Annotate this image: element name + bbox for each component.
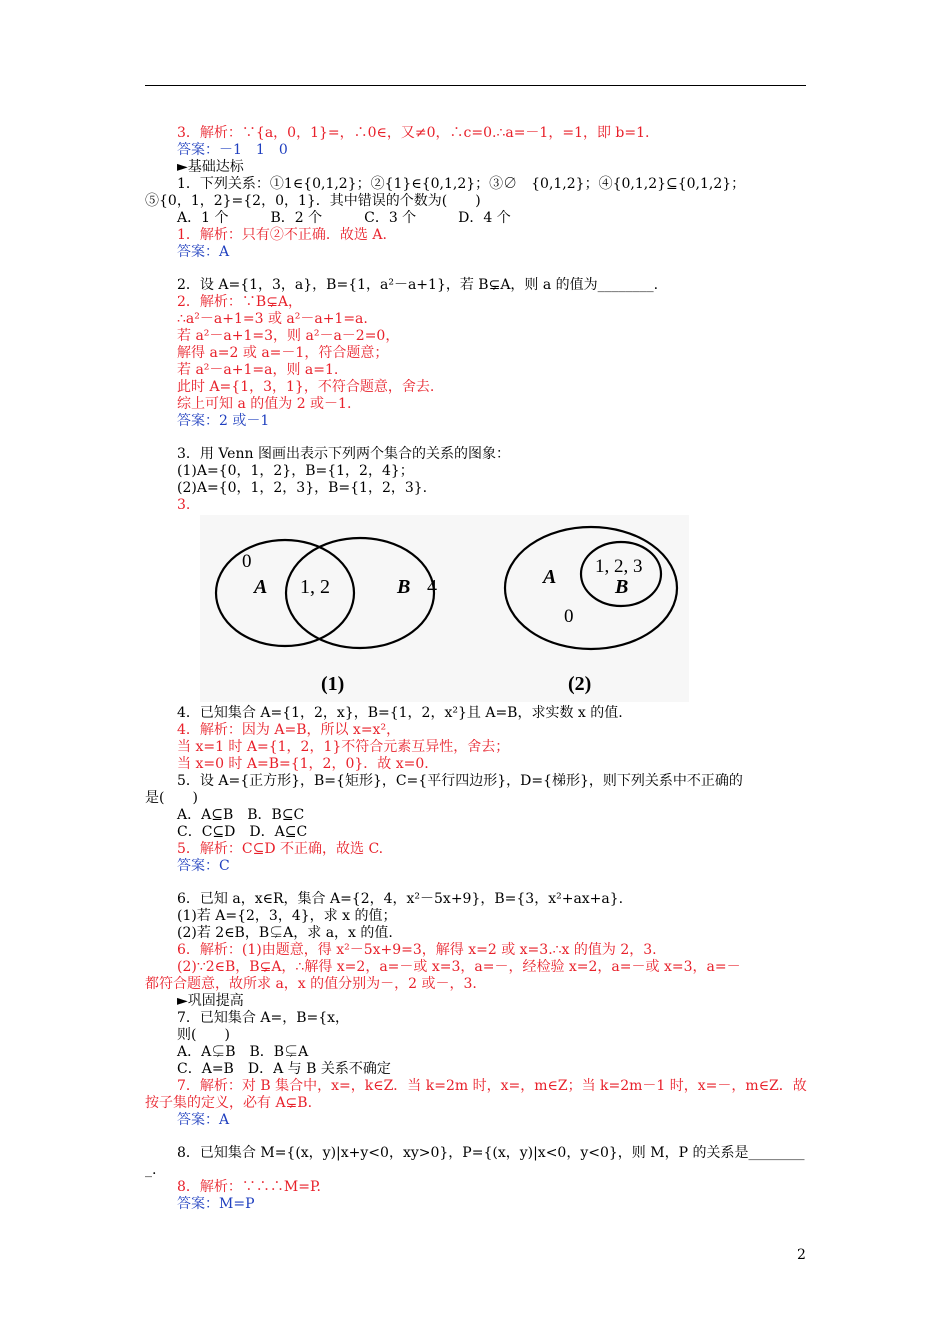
venn2-caption: (2)	[568, 673, 592, 695]
text-line-l3: ►基础达标	[177, 159, 244, 175]
text-line-l1: 3．解析：∵{a，0，1}=，∴0∈，又≠0，∴c=0.∴a=－1，=1，即 b=1.	[177, 125, 650, 141]
text-line-l19: (1)A={0，1，2}，B={1，2，4}；	[177, 463, 414, 479]
header-rule	[145, 85, 806, 86]
text-line-l5: ⑤{0，1，2}={2，0，1}．其中错误的个数为( )	[145, 193, 481, 209]
page-number: 2	[797, 1247, 806, 1263]
text-line-l46: 8．已知集合 M={(x，y)|x+y<0，xy>0}，P={(x，y)|x<0，y<0}，则 M，P 的关系是________	[177, 1145, 805, 1161]
text-line-l2: 答案：－1 1 0	[177, 142, 288, 158]
text-line-l14: 若 a²－a+1=a，则 a=1.	[177, 362, 339, 378]
text-line-l22: 4．已知集合 A={1，2，x}，B={1，2，x²}且 A=B，求实数 x 的值.	[177, 705, 623, 721]
venn2-circle-a	[505, 527, 677, 649]
text-line-l45: 答案：A	[177, 1112, 230, 1128]
text-line-l32: 6．已知 a，x∈R，集合 A={2，4，x²－5x+9}，B={3，x²+ax+a}.	[177, 891, 624, 907]
text-line-l11: ∴a²－a+1=3 或 a²－a+1=a.	[177, 311, 368, 327]
text-line-l27: 是( )	[145, 790, 198, 806]
text-line-l36: (2)∵2∈B，B⊊A，∴解得 x=2，a=－或 x=3，a=－，经检验 x=2，a=－或 x=3，a=－	[177, 959, 741, 975]
text-line-l8: 答案：A	[177, 244, 230, 260]
text-line-l42: C．A=B D．A 与 B 关系不确定	[177, 1061, 391, 1077]
text-line-l41: A．A⊊B B．B⊊A	[177, 1044, 309, 1060]
text-line-l16: 综上可知 a 的值为 2 或－1.	[177, 396, 352, 412]
text-line-l31: 答案：C	[177, 858, 230, 874]
venn1-label-b: B	[397, 576, 411, 598]
text-line-l15: 此时 A={1，3，1}，不符合题意，舍去.	[177, 379, 435, 395]
text-line-l49: 答案：M=P	[177, 1196, 255, 1212]
text-line-l34: (2)若 2∈B，B⊊A，求 a，x 的值.	[177, 925, 393, 941]
text-line-l48: 8．解析：∵∴∴M=P.	[177, 1179, 322, 1195]
venn-figure	[200, 515, 689, 702]
text-line-l13: 解得 a=2 或 a=－1，符合题意；	[177, 345, 389, 361]
text-line-l39: 7．已知集合 A=，B={x，	[177, 1010, 350, 1026]
text-line-l24: 当 x=1 时 A={1，2，1}不符合元素互异性，舍去；	[177, 739, 510, 755]
venn1-caption: (1)	[321, 673, 345, 695]
text-line-l38: ►巩固提高	[177, 993, 244, 1009]
text-line-l12: 若 a²－a+1=3，则 a²－a－2=0，	[177, 328, 400, 344]
venn2-outer-only: 0	[564, 606, 574, 627]
text-line-l29: C．C⊆D D．A⊆C	[177, 824, 308, 840]
text-line-l18: 3．用 Venn 图画出表示下列两个集合的关系的图象：	[177, 446, 510, 462]
text-line-l47: _.	[145, 1162, 157, 1178]
text-line-l4: 1．下列关系：①1∈{0,1,2}；②{1}∈{0,1,2}；③∅ {0,1,2}；④{0,1,2}⊆{0,1,2}；	[177, 176, 746, 192]
text-line-l9: 2．设 A={1，3，a}，B={1，a²－a+1}，若 B⊊A，则 a 的值为________.	[177, 277, 659, 293]
venn2-inner-elements: 1, 2, 3	[595, 556, 643, 577]
text-line-l6: A．1 个 B．2 个 C．3 个 D．4 个	[177, 210, 511, 226]
text-line-l20: (2)A={0，1，2，3}，B={1，2，3}.	[177, 480, 428, 496]
text-line-l40: 则( )	[177, 1027, 230, 1043]
text-line-l25: 当 x=0 时 A=B={1，2，0}．故 x=0.	[177, 756, 429, 772]
text-line-l17: 答案：2 或－1	[177, 413, 270, 429]
text-line-l44: 按子集的定义，必有 A⊊B.	[145, 1095, 313, 1111]
venn1-label-a: A	[254, 576, 268, 598]
text-line-l7: 1．解析：只有②不正确．故选 A.	[177, 227, 387, 243]
text-line-l28: A．A⊆B B．B⊆C	[177, 807, 305, 823]
text-line-l30: 5．解析：C⊆D 不正确，故选 C.	[177, 841, 384, 857]
venn1-left-only: 0	[242, 551, 252, 572]
venn1-intersection: 1, 2	[300, 576, 330, 598]
text-line-l35: 6．解析：(1)由题意，得 x²－5x+9=3，解得 x=2 或 x=3.∴x 的值为 2，3.	[177, 942, 657, 958]
text-line-l37: 都符合题意，故所求 a，x 的值分别为－，2 或－，3.	[145, 976, 477, 992]
text-line-l43: 7．解析：对 B 集合中，x=，k∈Z．当 k=2m 时，x=，m∈Z；当 k=2m－1 时，x=－，m∈Z．故	[177, 1078, 807, 1094]
text-line-l23: 4．解析：因为 A=B，所以 x=x²，	[177, 722, 401, 738]
venn-diagrams-svg	[200, 515, 689, 702]
text-line-l10: 2．解析：∵B⊊A，	[177, 294, 303, 310]
text-line-l21: 3.	[177, 497, 191, 513]
venn2-label-a: A	[543, 566, 557, 588]
text-line-l26: 5．设 A={正方形}，B={矩形}，C={平行四边形}，D={梯形}，则下列关系中不正确的	[177, 773, 743, 789]
venn1-right-only: 4	[427, 576, 437, 598]
venn2-label-b: B	[615, 576, 629, 598]
text-line-l33: (1)若 A={2，3，4}，求 x 的值；	[177, 908, 397, 924]
